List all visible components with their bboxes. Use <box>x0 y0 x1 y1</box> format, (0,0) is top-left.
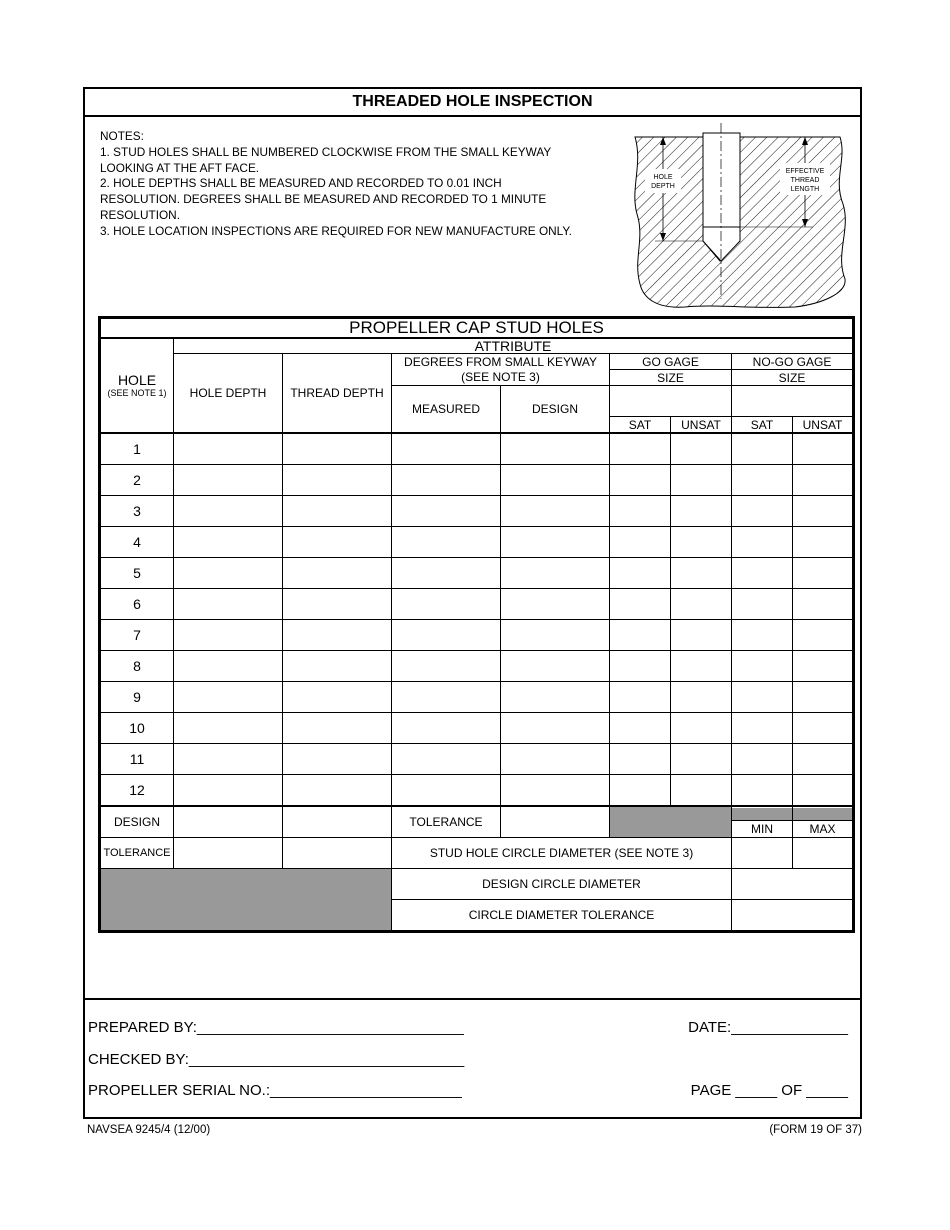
design-cell[interactable] <box>501 682 610 713</box>
go-sat-cell[interactable] <box>610 682 671 713</box>
table-row <box>100 651 854 682</box>
note-2-line-2: RESOLUTION. DEGREES SHALL BE MEASURED AND RECORDED TO 1 MINUTE <box>100 192 547 207</box>
hole-depth-cell[interactable] <box>174 433 283 465</box>
hole-depth-label-1: HOLE <box>653 174 673 181</box>
thread-length-label-2: THREAD <box>790 177 820 184</box>
hole-depth-label-2: DEPTH <box>651 183 675 190</box>
go-sat-cell[interactable] <box>610 527 671 558</box>
date-field[interactable]: DATE:______________ <box>688 1019 848 1036</box>
hole-number: 4 <box>100 527 174 558</box>
go-gage-header: GO GAGE <box>610 354 732 370</box>
go-gage-size-header: SIZE <box>610 370 732 386</box>
go-unsat-cell[interactable] <box>671 465 732 496</box>
nogo-unsat-cell[interactable] <box>793 589 854 620</box>
table-row <box>100 775 854 807</box>
attribute-header: ATTRIBUTE <box>174 338 854 354</box>
nogo-gage-header: NO-GO GAGE <box>732 354 854 370</box>
nogo-sat-cell[interactable] <box>732 433 793 465</box>
design-cell[interactable] <box>501 775 610 807</box>
go-unsat-cell[interactable] <box>671 433 732 465</box>
nogo-sat-header: SAT <box>732 417 793 434</box>
design-thread-depth-cell[interactable] <box>283 806 392 838</box>
go-sat-cell[interactable] <box>610 589 671 620</box>
nogo-unsat-cell[interactable] <box>793 558 854 589</box>
nogo-sat-cell[interactable] <box>732 651 793 682</box>
go-unsat-cell[interactable] <box>671 496 732 527</box>
nogo-gage-size-header: SIZE <box>732 370 854 386</box>
hole-depth-header: HOLE DEPTH <box>174 354 283 434</box>
degrees-header-line-2: (SEE NOTE 3) <box>461 369 540 384</box>
design-circle-cell[interactable] <box>732 869 854 900</box>
thread-depth-cell[interactable] <box>283 433 392 465</box>
page-field[interactable]: PAGE _____ OF _____ <box>690 1082 848 1099</box>
design-cell[interactable] <box>501 465 610 496</box>
measured-cell[interactable] <box>392 433 501 465</box>
nogo-gage-size-blank <box>732 386 854 417</box>
hole-number: 11 <box>100 744 174 775</box>
measured-cell[interactable] <box>392 620 501 651</box>
design-cell[interactable] <box>501 496 610 527</box>
thread-depth-cell[interactable] <box>283 558 392 589</box>
shaded-cell-go <box>610 806 732 838</box>
hole-number: 2 <box>100 465 174 496</box>
tolerance-row-label: TOLERANCE <box>100 838 174 869</box>
note-3: 3. HOLE LOCATION INSPECTIONS ARE REQUIRED FOR NEW MANUFACTURE ONLY. <box>100 223 572 238</box>
nogo-unsat-cell[interactable] <box>793 527 854 558</box>
thread-depth-cell[interactable] <box>283 775 392 807</box>
design-cell[interactable] <box>501 651 610 682</box>
nogo-sat-cell[interactable] <box>732 682 793 713</box>
stud-holes-table <box>98 316 855 933</box>
design-header: DESIGN <box>501 386 610 434</box>
tolerance-mid-cell[interactable] <box>501 806 610 838</box>
note-1-line-1: 1. STUD HOLES SHALL BE NUMBERED CLOCKWISE FROM THE SMALL KEYWAY <box>100 144 552 159</box>
table-row <box>100 465 854 496</box>
measured-header: MEASURED <box>392 386 501 434</box>
hole-number: 10 <box>100 713 174 744</box>
form-frame <box>83 87 862 1119</box>
hole-depth-cell[interactable] <box>174 651 283 682</box>
thread-depth-cell[interactable] <box>283 465 392 496</box>
table-row <box>100 620 854 651</box>
measured-cell[interactable] <box>392 682 501 713</box>
serial-number-field[interactable]: PROPELLER SERIAL NO.:_______________________ <box>88 1082 462 1099</box>
shaded-cell-bottom <box>100 869 392 932</box>
hole-header-label: HOLE <box>117 372 157 388</box>
thread-depth-cell[interactable] <box>283 496 392 527</box>
go-sat-cell[interactable] <box>610 713 671 744</box>
measured-cell[interactable] <box>392 589 501 620</box>
hole-number: 6 <box>100 589 174 620</box>
threaded-hole-diagram <box>615 119 855 309</box>
nogo-unsat-cell[interactable] <box>793 682 854 713</box>
thread-length-label-1: EFFECTIVE <box>785 168 825 175</box>
thread-depth-cell[interactable] <box>283 744 392 775</box>
hole-header-note: (SEE NOTE 1) <box>107 388 167 398</box>
tolerance-thread-depth-cell[interactable] <box>283 838 392 869</box>
go-unsat-cell[interactable] <box>671 713 732 744</box>
hole-number: 9 <box>100 682 174 713</box>
hole-header <box>100 338 174 433</box>
go-unsat-header: UNSAT <box>671 417 732 434</box>
design-cell[interactable] <box>501 558 610 589</box>
measured-cell[interactable] <box>392 496 501 527</box>
hole-depth-cell[interactable] <box>174 744 283 775</box>
hole-depth-cell[interactable] <box>174 682 283 713</box>
go-unsat-cell[interactable] <box>671 744 732 775</box>
design-cell[interactable] <box>501 620 610 651</box>
hole-number: 5 <box>100 558 174 589</box>
hole-depth-cell[interactable] <box>174 713 283 744</box>
max-header: MAX <box>809 822 836 836</box>
table-title: PROPELLER CAP STUD HOLES <box>100 318 854 339</box>
go-unsat-cell[interactable] <box>671 682 732 713</box>
go-unsat-cell[interactable] <box>671 527 732 558</box>
signature-divider <box>85 998 860 1000</box>
hole-number: 12 <box>100 775 174 807</box>
nogo-sat-cell[interactable] <box>732 775 793 807</box>
nogo-sat-cell[interactable] <box>732 713 793 744</box>
go-gage-size-blank <box>610 386 732 417</box>
form-number: NAVSEA 9245/4 (12/00) <box>87 1124 211 1136</box>
go-unsat-cell[interactable] <box>671 651 732 682</box>
go-sat-cell[interactable] <box>610 744 671 775</box>
max-header-cell <box>793 806 854 838</box>
table-row <box>100 527 854 558</box>
note-2-line-1: 2. HOLE DEPTHS SHALL BE MEASURED AND RECORDED TO 0.01 INCH <box>100 176 502 191</box>
hole-depth-cell[interactable] <box>174 558 283 589</box>
design-cell[interactable] <box>501 713 610 744</box>
go-sat-cell[interactable] <box>610 433 671 465</box>
thread-depth-cell[interactable] <box>283 589 392 620</box>
nogo-unsat-cell[interactable] <box>793 465 854 496</box>
table-row <box>100 433 854 465</box>
nogo-sat-cell[interactable] <box>732 527 793 558</box>
design-cell[interactable] <box>501 527 610 558</box>
measured-cell[interactable] <box>392 713 501 744</box>
circle-tolerance-label: CIRCLE DIAMETER TOLERANCE <box>392 900 732 932</box>
form-page-count: (FORM 19 OF 37) <box>769 1124 862 1136</box>
tolerance-hole-depth-cell[interactable] <box>174 838 283 869</box>
hole-number: 7 <box>100 620 174 651</box>
nogo-unsat-cell[interactable] <box>793 620 854 651</box>
nogo-unsat-cell[interactable] <box>793 433 854 465</box>
nogo-unsat-cell[interactable] <box>793 744 854 775</box>
tolerance-mid-label: TOLERANCE <box>392 806 501 838</box>
nogo-sat-cell[interactable] <box>732 465 793 496</box>
design-cell[interactable] <box>501 744 610 775</box>
hole-number: 3 <box>100 496 174 527</box>
nogo-unsat-header: UNSAT <box>793 417 854 434</box>
nogo-unsat-cell[interactable] <box>793 713 854 744</box>
go-unsat-cell[interactable] <box>671 775 732 807</box>
degrees-header <box>392 354 610 386</box>
hole-depth-cell[interactable] <box>174 620 283 651</box>
hole-number: 1 <box>100 433 174 465</box>
go-unsat-cell[interactable] <box>671 620 732 651</box>
table-row <box>100 682 854 713</box>
data-rows <box>100 433 854 806</box>
table-row <box>100 744 854 775</box>
hole-depth-cell[interactable] <box>174 589 283 620</box>
thread-depth-cell[interactable] <box>283 651 392 682</box>
measured-cell[interactable] <box>392 775 501 807</box>
thread-length-label-3: LENGTH <box>790 186 820 193</box>
design-cell[interactable] <box>501 433 610 465</box>
checked-by-field[interactable]: CHECKED BY:_________________________________ <box>88 1051 465 1068</box>
thread-depth-cell[interactable] <box>283 713 392 744</box>
thread-depth-cell[interactable] <box>283 620 392 651</box>
go-sat-cell[interactable] <box>610 496 671 527</box>
notes-block <box>100 129 620 240</box>
go-sat-cell[interactable] <box>610 620 671 651</box>
go-sat-cell[interactable] <box>610 775 671 807</box>
measured-cell[interactable] <box>392 558 501 589</box>
nogo-sat-cell[interactable] <box>732 744 793 775</box>
nogo-unsat-cell[interactable] <box>793 775 854 807</box>
min-header-cell <box>732 806 793 838</box>
go-sat-header: SAT <box>610 417 671 434</box>
hole-depth-cell[interactable] <box>174 465 283 496</box>
nogo-unsat-cell[interactable] <box>793 651 854 682</box>
circle-tolerance-cell[interactable] <box>732 900 854 932</box>
design-circle-label: DESIGN CIRCLE DIAMETER <box>392 869 732 900</box>
note-2-line-3: RESOLUTION. <box>100 207 180 222</box>
note-1-line-2: LOOKING AT THE AFT FACE. <box>100 160 260 175</box>
table-row <box>100 589 854 620</box>
hole-depth-cell[interactable] <box>174 775 283 807</box>
stud-circle-label: STUD HOLE CIRCLE DIAMETER (SEE NOTE 3) <box>392 838 732 869</box>
thread-depth-cell[interactable] <box>283 527 392 558</box>
measured-cell[interactable] <box>392 744 501 775</box>
table-row <box>100 558 854 589</box>
nogo-sat-cell[interactable] <box>732 620 793 651</box>
go-unsat-cell[interactable] <box>671 558 732 589</box>
thread-depth-header: THREAD DEPTH <box>283 354 392 434</box>
nogo-sat-cell[interactable] <box>732 496 793 527</box>
go-sat-cell[interactable] <box>610 651 671 682</box>
design-row-label: DESIGN <box>100 806 174 838</box>
notes-heading: NOTES: <box>100 129 144 143</box>
degrees-header-line-1: DEGREES FROM SMALL KEYWAY <box>404 354 597 369</box>
nogo-sat-cell[interactable] <box>732 589 793 620</box>
go-unsat-cell[interactable] <box>671 589 732 620</box>
measured-cell[interactable] <box>392 465 501 496</box>
min-header: MIN <box>751 822 773 836</box>
hole-depth-cell[interactable] <box>174 527 283 558</box>
hole-depth-cell[interactable] <box>174 496 283 527</box>
stud-circle-min-cell[interactable] <box>732 838 793 869</box>
design-cell[interactable] <box>501 589 610 620</box>
hole-number: 8 <box>100 651 174 682</box>
thread-depth-cell[interactable] <box>283 682 392 713</box>
table-row <box>100 713 854 744</box>
nogo-sat-cell[interactable] <box>732 558 793 589</box>
prepared-by-field[interactable]: PREPARED BY:________________________________ <box>88 1019 464 1036</box>
go-sat-cell[interactable] <box>610 558 671 589</box>
nogo-unsat-cell[interactable] <box>793 496 854 527</box>
measured-cell[interactable] <box>392 527 501 558</box>
measured-cell[interactable] <box>392 651 501 682</box>
design-hole-depth-cell[interactable] <box>174 806 283 838</box>
table-row <box>100 496 854 527</box>
form-title: THREADED HOLE INSPECTION <box>85 89 860 117</box>
go-sat-cell[interactable] <box>610 465 671 496</box>
stud-circle-max-cell[interactable] <box>793 838 854 869</box>
